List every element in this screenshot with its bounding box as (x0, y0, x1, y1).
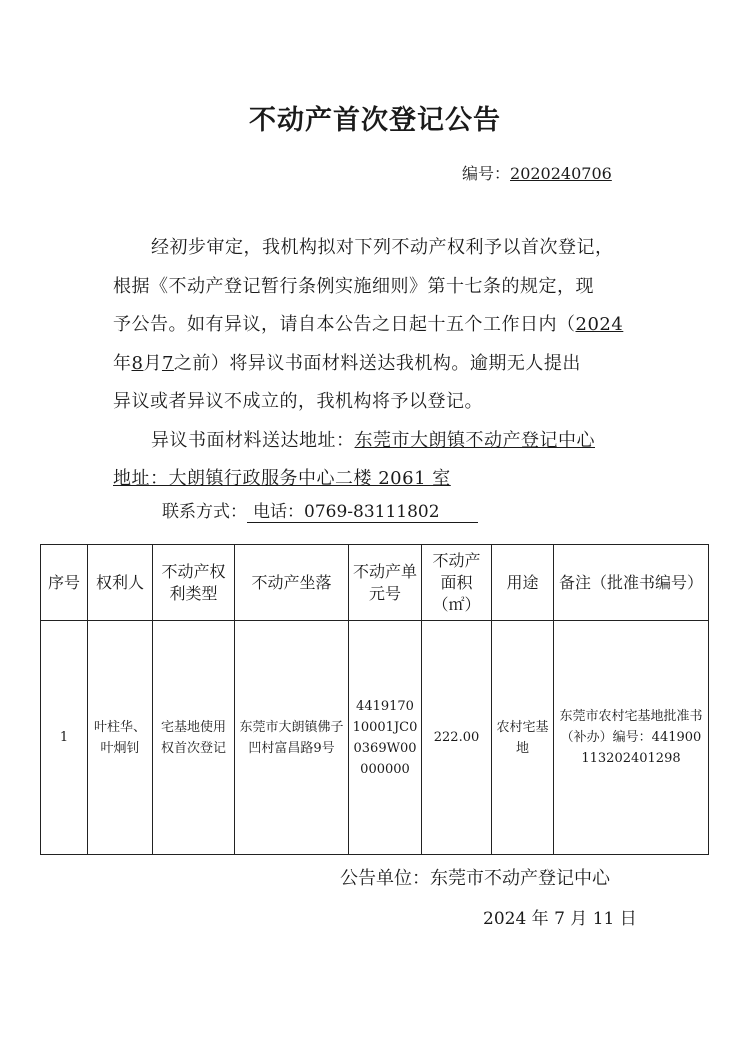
header-location: 不动产坐落 (235, 545, 349, 621)
property-table (40, 544, 709, 855)
contact-line (162, 497, 478, 523)
body-line-4-text: 之前）将异议书面材料送达我机构。逾期无人提出 (173, 352, 581, 374)
issue-date: 2024 年 7 月 11 日 (483, 909, 637, 929)
objection-address-org: 东莞市大朗镇不动产登记中心 (354, 429, 595, 451)
contact-phone: 电话：0769-83111802 (247, 502, 478, 523)
announcement-body (113, 229, 643, 499)
header-use: 用途 (492, 545, 554, 621)
deadline-day: 7 (161, 352, 174, 374)
cell-location: 东莞市大朗镇佛子凹村富昌路9号 (235, 621, 349, 855)
deadline-year: 2024 (575, 314, 624, 335)
deadline-yue: 月 (143, 352, 162, 374)
cell-holder: 叶柱华、叶炯钊 (88, 621, 153, 855)
cell-no: 1 (41, 621, 88, 855)
body-line-3-text: 予公告。如有异议，请自本公告之日起十五个工作日内（ (113, 314, 576, 335)
cell-unit-no: 441917010001JC00369W00000000 (349, 621, 422, 855)
cell-remark: 东莞市农村宅基地批准书（补办）编号：441900113202401298 (554, 621, 709, 855)
cell-right-type: 宅基地使用权首次登记 (153, 621, 235, 855)
table-header-row (41, 545, 709, 621)
objection-address-line (113, 422, 643, 461)
body-line-2: 根据《不动产登记暂行条例实施细则》第十七条的规定，现 (113, 275, 594, 297)
doc-number (462, 161, 612, 184)
doc-number-value: 2020240706 (510, 164, 612, 183)
page-title: 不动产首次登记公告 (249, 105, 501, 136)
header-right-type: 不动产权利类型 (153, 545, 235, 621)
cell-area: 222.00 (422, 621, 492, 855)
header-no: 序号 (41, 545, 88, 621)
deadline-month: 8 (131, 352, 144, 374)
address-text: 地址：大朗镇行政服务中心二楼 2061 室 (113, 468, 451, 489)
issuing-unit: 公告单位：东莞市不动产登记中心 (340, 868, 610, 889)
body-line-3 (113, 306, 643, 345)
header-holder: 权利人 (88, 545, 153, 621)
body-line-1: 经初步审定，我机构拟对下列不动产权利予以首次登记， (151, 237, 614, 258)
header-remark: 备注（批准书编号） (554, 545, 709, 621)
body-line-5: 异议或者异议不成立的，我机构将予以登记。 (113, 391, 483, 412)
cell-use: 农村宅基地 (492, 621, 554, 855)
header-unit-no: 不动产单元号 (349, 545, 422, 621)
deadline-nian: 年 (113, 352, 132, 374)
table-row (41, 621, 709, 855)
doc-number-label: 编号： (462, 164, 511, 183)
contact-label: 联系方式： (162, 502, 247, 522)
address-line (113, 460, 643, 499)
objection-address-label: 异议书面材料送达地址： (151, 429, 355, 451)
header-area: 不动产面积（㎡） (422, 545, 492, 621)
body-line-4 (113, 345, 643, 384)
